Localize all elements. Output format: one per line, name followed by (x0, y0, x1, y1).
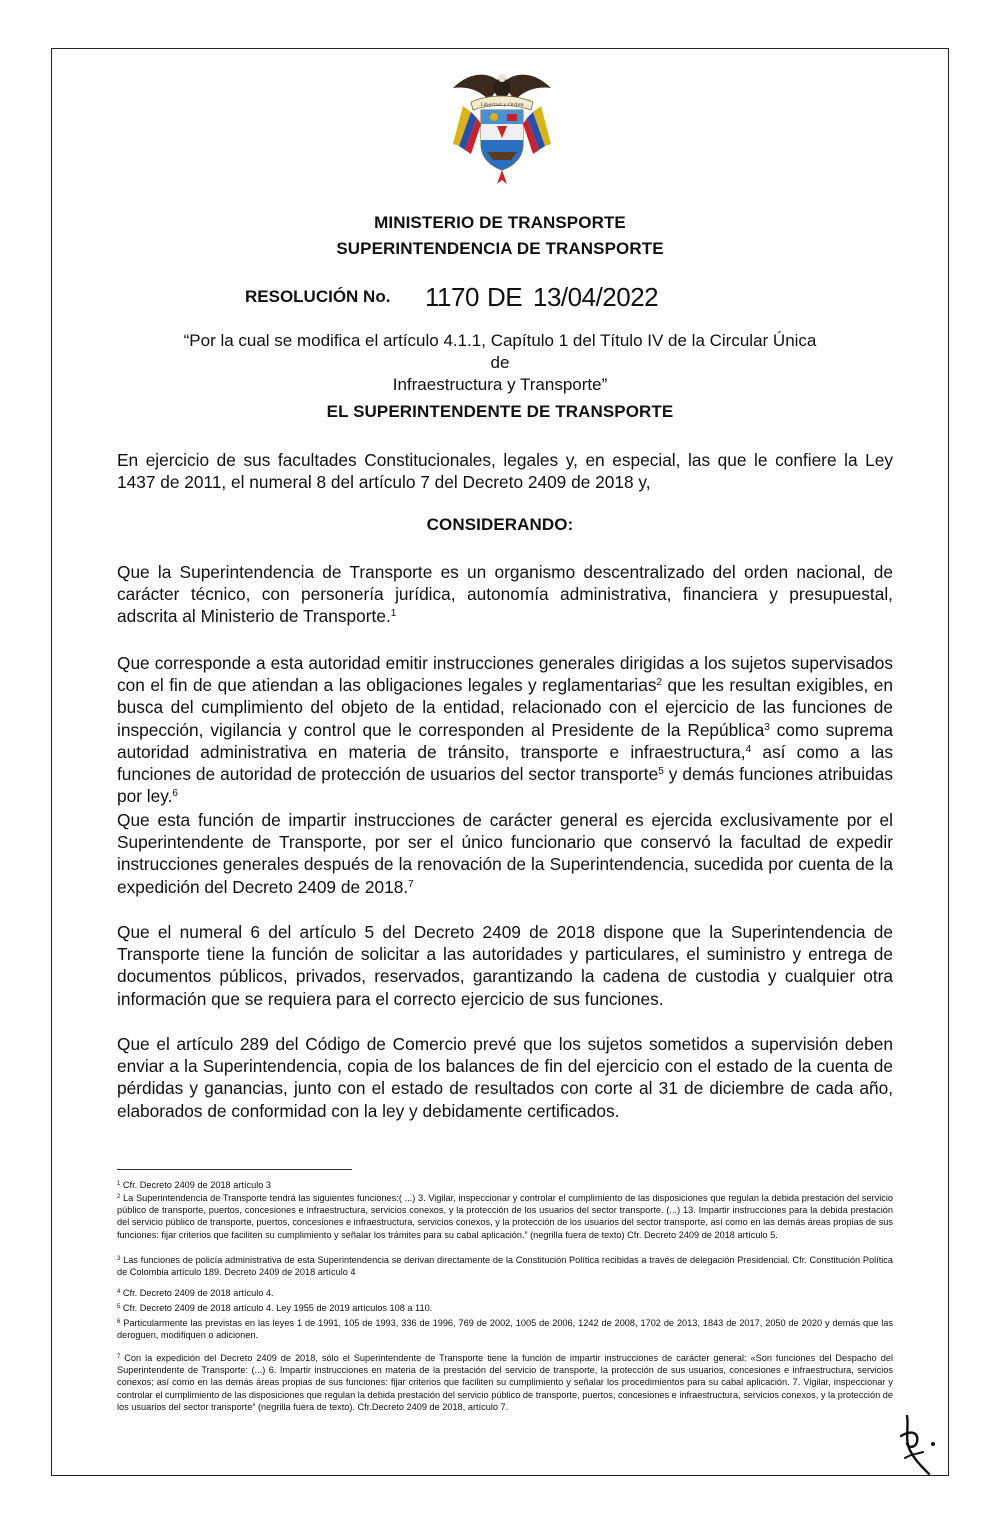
resolution-number: 1170 (425, 282, 479, 312)
paragraph-1 (117, 561, 893, 628)
footnote-ref[interactable]: 1 (390, 608, 397, 620)
footnote-number: 3 (117, 1256, 121, 1262)
svg-text:Libertad y Orden: Libertad y Orden (480, 102, 524, 108)
paragraph-3-text: Que esta función de impartir instrucciones de carácter general es ejercida exclusivamente por el Superintendente de Transporte, por ser el único funcionario que conservó la facultad de expedir instrucciones generales después de la renovación de la Superintendencia, sucedida por cuenta de la expedición del Decreto 2409 de 2018. (117, 810, 893, 897)
intro-paragraph: En ejercicio de sus facultades Constitucionales, legales y, en especial, las que le confiere la Ley 1437 de 2011, el numeral 8 del artículo 7 del Decreto 2409 de 2018 y, (117, 450, 893, 493)
resolution-de: DE (487, 282, 523, 312)
title-line-1: “Por la cual se modifica el artículo 4.1.1, Capítulo 1 del Título IV de la Circular Única de (183, 331, 817, 372)
ministry-name: MINISTERIO DE TRANSPORTE (374, 213, 626, 232)
footnote-7 (117, 1352, 893, 1413)
footnote-text: Con la expedición del Decreto 2409 de 2018, sólo el Superintendente de Transporte tiene la función de impartir instrucciones de carácter general: «Son funciones del Despacho del Superintendente de Transporte: (...) 6. Impartir instrucciones en materia de la prestación del servicio de transporte, la protección de sus usuarios, concesiones e infraestructura, servicios conexos; así como en las demás áreas propias de sus funciones: fijar criterios que faciliten su cumplimiento y señalar los procedimientos para su cabal aplicación. 7. Vigilar, inspeccionar y controlar el cumplimiento de las disposiciones que regulan la debida prestación del servicio público de transporte, puertos, concesiones e infraestructura, servicios conexos, y la protección de los usuarios del sector transporte” (negrilla fuera de texto). Cfr.Decreto 2409 de 2018, artículo 7. (117, 1353, 893, 1412)
footnote-3 (117, 1254, 893, 1278)
paragraph-2-text-d: así como a las funciones de autoridad de protección de usuarios del sector transporte (117, 741, 893, 785)
resolution-label: RESOLUCIÓN No. (245, 287, 391, 306)
footnote-number: 1 (117, 1181, 121, 1187)
authority-heading: EL SUPERINTENDENTE DE TRANSPORTE (326, 402, 674, 421)
resolution-date: 13/04/2022 (533, 282, 659, 312)
footnote-ref[interactable]: 7 (408, 878, 414, 890)
footnote-5 (117, 1302, 893, 1314)
paragraph-2-text-e: y demás funciones atribuidas por ley. (117, 764, 893, 807)
title-line-2: Infraestructura y Transporte” (392, 375, 608, 394)
footnote-6 (117, 1317, 893, 1341)
footnote-text: La Superintendencia de Transporte tendrá las siguientes funciones:( ...) 3. Vigilar, inspeccionar y controlar el cumplimiento de las disposiciones que regulan la debida prestación del servicio público de transporte, puertos, concesiones e infraestructura, servicios conexos, y la protección de los usuarios del sector transporte. (...) 13. Impartir instrucciones para la debida prestación del servicio público de transporte, puertos, concesiones e infraestructura, servicios conexos, y la protección de los usuarios del sector transporte, así como en las demás áreas propias de sus funciones: fijar criterios que faciliten su cumplimiento y señalar los trámites para su cabal aplicación.” (negrilla fuera de texto) Cfr. Decreto 2409 de 2018 artículo 5. (117, 1193, 893, 1240)
footnote-text: Cfr. Decreto 2409 de 2018 artículo 4. (120, 1288, 274, 1298)
footnote-number: 7 (117, 1354, 121, 1360)
paragraph-2-text-c: como suprema autoridad administrativa en materia de tránsito, transporte e infraestructura, (117, 719, 893, 762)
paragraph-2-text-a: Que corresponde a esta autoridad emitir instrucciones generales dirigidas a los sujetos supervisados con el fin de que atiendan a las obligaciones legales y reglamentarias (117, 653, 893, 696)
footnote-2 (117, 1192, 893, 1241)
footnote-text: Las funciones de policía administrativa de esta Superintendencia se derivan directamente de la Constitución Política recibidas a través de delegación Presidencial. Cfr. Constitución Política de Colombia artículo 189. Decreto 2409 de 2018 artículo 4 (117, 1255, 893, 1278)
paragraph-2-text-b: que les resultan exigibles, en busca del cumplimiento del objeto de la entidad, relacionado con el ejercicio de las funciones de inspección, vigilancia y control que le corresponden al Presidente de la República (117, 675, 893, 740)
handwritten-initial-icon (893, 1408, 953, 1478)
superintendency-name: SUPERINTENDENCIA DE TRANSPORTE (336, 239, 664, 258)
footnote-4 (117, 1287, 893, 1299)
paragraph-1-text: Que la Superintendencia de Transporte es un organismo descentralizado del orden nacional, de carácter técnico, con personería jurídica, autonomía administrativa, financiera y presupuestal, adscrita al Ministerio de Transporte. (117, 562, 893, 627)
footnote-number: 2 (117, 1194, 121, 1200)
paragraph-3 (117, 809, 893, 898)
footnote-1 (117, 1179, 893, 1191)
footnote-separator (117, 1169, 352, 1170)
footnote-ref[interactable]: 2 (656, 677, 663, 689)
colombia-coat-of-arms-icon (449, 66, 555, 188)
resolution-title (180, 330, 820, 396)
paragraph-4: Que el numeral 6 del artículo 5 del Decreto 2409 de 2018 dispone que la Superintendencia de Transporte tiene la función de solicitar a las autoridades y particulares, el suministro y entrega de documentos públicos, privados, reservados, garantizando la cadena de custodia y cualquier otra información que se requiera para el correcto ejercicio de sus funciones. (117, 922, 893, 1009)
footnote-text: Cfr. Decreto 2409 de 2018 artículo 4. Ley 1955 de 2019 artículos 108 a 110. (120, 1303, 433, 1313)
footnote-text: Particularmente las previstas en las leyes 1 de 1991, 105 de 1993, 336 de 1996, 769 de 2002, 1005 de 2006, 1242 de 2008, 1702 de 2013, 1843 de 2017, 2050 de 2020 y demás que las deroguen, modifiquen o adicionen. (117, 1318, 893, 1341)
footnote-ref[interactable]: 6 (172, 788, 178, 800)
paragraph-2 (117, 652, 893, 807)
considerando-heading: CONSIDERANDO: (426, 515, 574, 534)
paragraph-5: Que el artículo 289 del Código de Comercio prevé que los sujetos sometidos a supervisión deben enviar a la Superintendencia, copia de los balances de fin del ejercicio con el estado de la cuenta de pérdidas y ganancias, junto con el estado de resultados con corte al 31 de diciembre de cada año, elaborados de conformidad con la ley y debidamente certificados. (117, 1034, 893, 1121)
footnote-ref[interactable]: 5 (658, 766, 664, 778)
footnote-number: 4 (117, 1289, 121, 1295)
footnote-number: 5 (117, 1304, 121, 1310)
footnote-ref[interactable]: 3 (764, 721, 770, 733)
footnote-ref[interactable]: 4 (745, 743, 752, 755)
footnote-text: Cfr. Decreto 2409 de 2018 artículo 3 (120, 1180, 272, 1190)
footnote-number: 6 (117, 1319, 121, 1325)
